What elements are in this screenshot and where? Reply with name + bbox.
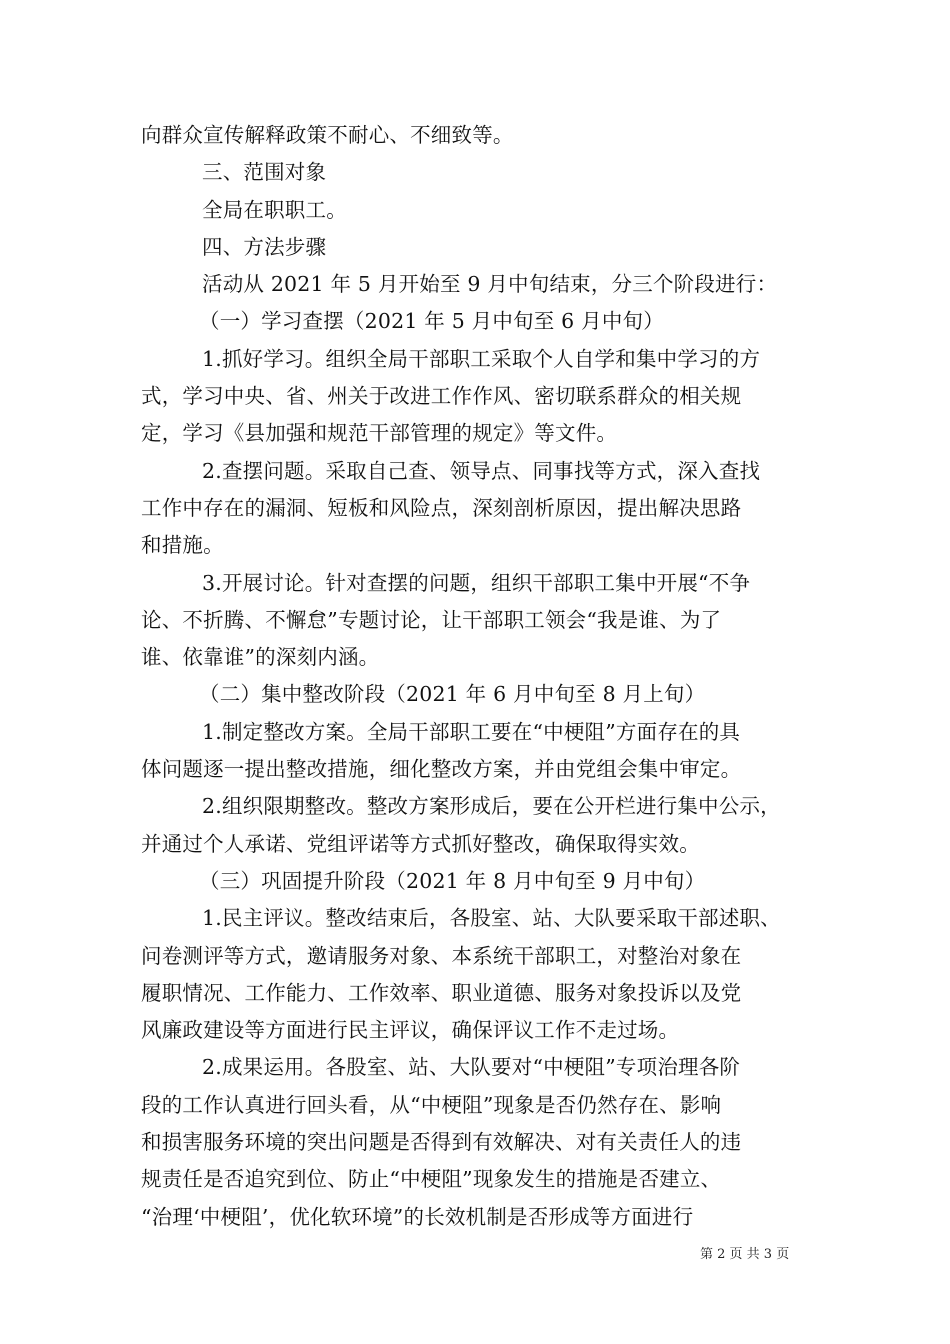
paragraph-line: 工作中存在的漏洞、短板和风险点，深刻剖析原因，提出解决思路	[141, 495, 742, 520]
paragraph-line: 2.查摆问题。采取自己查、领导点、同事找等方式，深入查找	[202, 458, 761, 483]
paragraph-line: 论、不折腾、不懈怠”专题讨论，让干部职工领会“我是谁、为了	[141, 607, 722, 632]
subsection-heading: （三）巩固提升阶段（2021 年 8 月中旬至 9 月中旬）	[199, 868, 706, 893]
subsection-heading: （二）集中整改阶段（2021 年 6 月中旬至 8 月上旬）	[199, 682, 706, 707]
paragraph-line: 式，学习中央、省、州关于改进工作作风、密切联系群众的相关规	[141, 384, 742, 409]
paragraph-line: 1.民主评议。整改结束后，各股室、站、大队要采取干部述职、	[202, 906, 781, 931]
paragraph-line: 1.抓好学习。组织全局干部职工采取个人自学和集中学习的方	[202, 346, 761, 371]
page-number: 第 2 页 共 3 页	[700, 1247, 790, 1262]
paragraph-line: 活动从 2021 年 5 月开始至 9 月中旬结束，分三个阶段进行：	[202, 272, 778, 297]
subsection-heading: （一）学习查摆（2021 年 5 月中旬至 6 月中旬）	[199, 309, 664, 334]
section-heading: 三、范围对象	[202, 160, 327, 185]
paragraph-line: 风廉政建设等方面进行民主评议，确保评议工作不走过场。	[141, 1018, 680, 1043]
paragraph-line: 问卷测评等方式，邀请服务对象、本系统干部职工，对整治对象在	[141, 943, 742, 968]
paragraph-line: 和损害服务环境的突出问题是否得到有效解决、对有关责任人的违	[141, 1130, 742, 1155]
paragraph-line: 并通过个人承诺、党组评诺等方式抓好整改，确保取得实效。	[141, 831, 700, 856]
paragraph-line: 规责任是否追究到位、防止“中梗阻”现象发生的措施是否建立、	[141, 1167, 722, 1192]
paragraph-line: 段的工作认真进行回头看，从“中梗阻”现象是否仍然存在、影响	[141, 1092, 722, 1117]
paragraph-line: 定，学习《县加强和规范干部管理的规定》等文件。	[141, 421, 618, 446]
section-heading: 四、方法步骤	[202, 234, 327, 259]
document-body	[141, 117, 821, 1236]
paragraph-line: 2.组织限期整改。整改方案形成后，要在公开栏进行集中公示，	[202, 794, 781, 819]
paragraph-line: 谁、依靠谁”的深刻内涵。	[141, 645, 380, 670]
paragraph-line: 1.制定整改方案。全局干部职工要在“中梗阻”方面存在的具	[202, 719, 741, 744]
paragraph-line: 向群众宣传解释政策不耐心、不细致等。	[141, 123, 514, 147]
paragraph-line: “治理‘中梗阻’，优化软环境”的长效机制是否形成等方面进行	[141, 1204, 694, 1229]
paragraph-line: 2.成果运用。各股室、站、大队要对“中梗阻”专项治理各阶	[202, 1055, 741, 1080]
paragraph-line: 履职情况、工作能力、工作效率、职业道德、服务对象投诉以及党	[141, 980, 742, 1005]
paragraph-line: 全局在职职工。	[202, 197, 347, 222]
paragraph-line: 3.开展讨论。针对查摆的问题，组织干部职工集中开展“不争	[202, 570, 751, 595]
paragraph-line: 和措施。	[141, 533, 224, 558]
paragraph-line: 体问题逐一提出整改措施，细化整改方案，并由党组会集中审定。	[141, 757, 742, 782]
